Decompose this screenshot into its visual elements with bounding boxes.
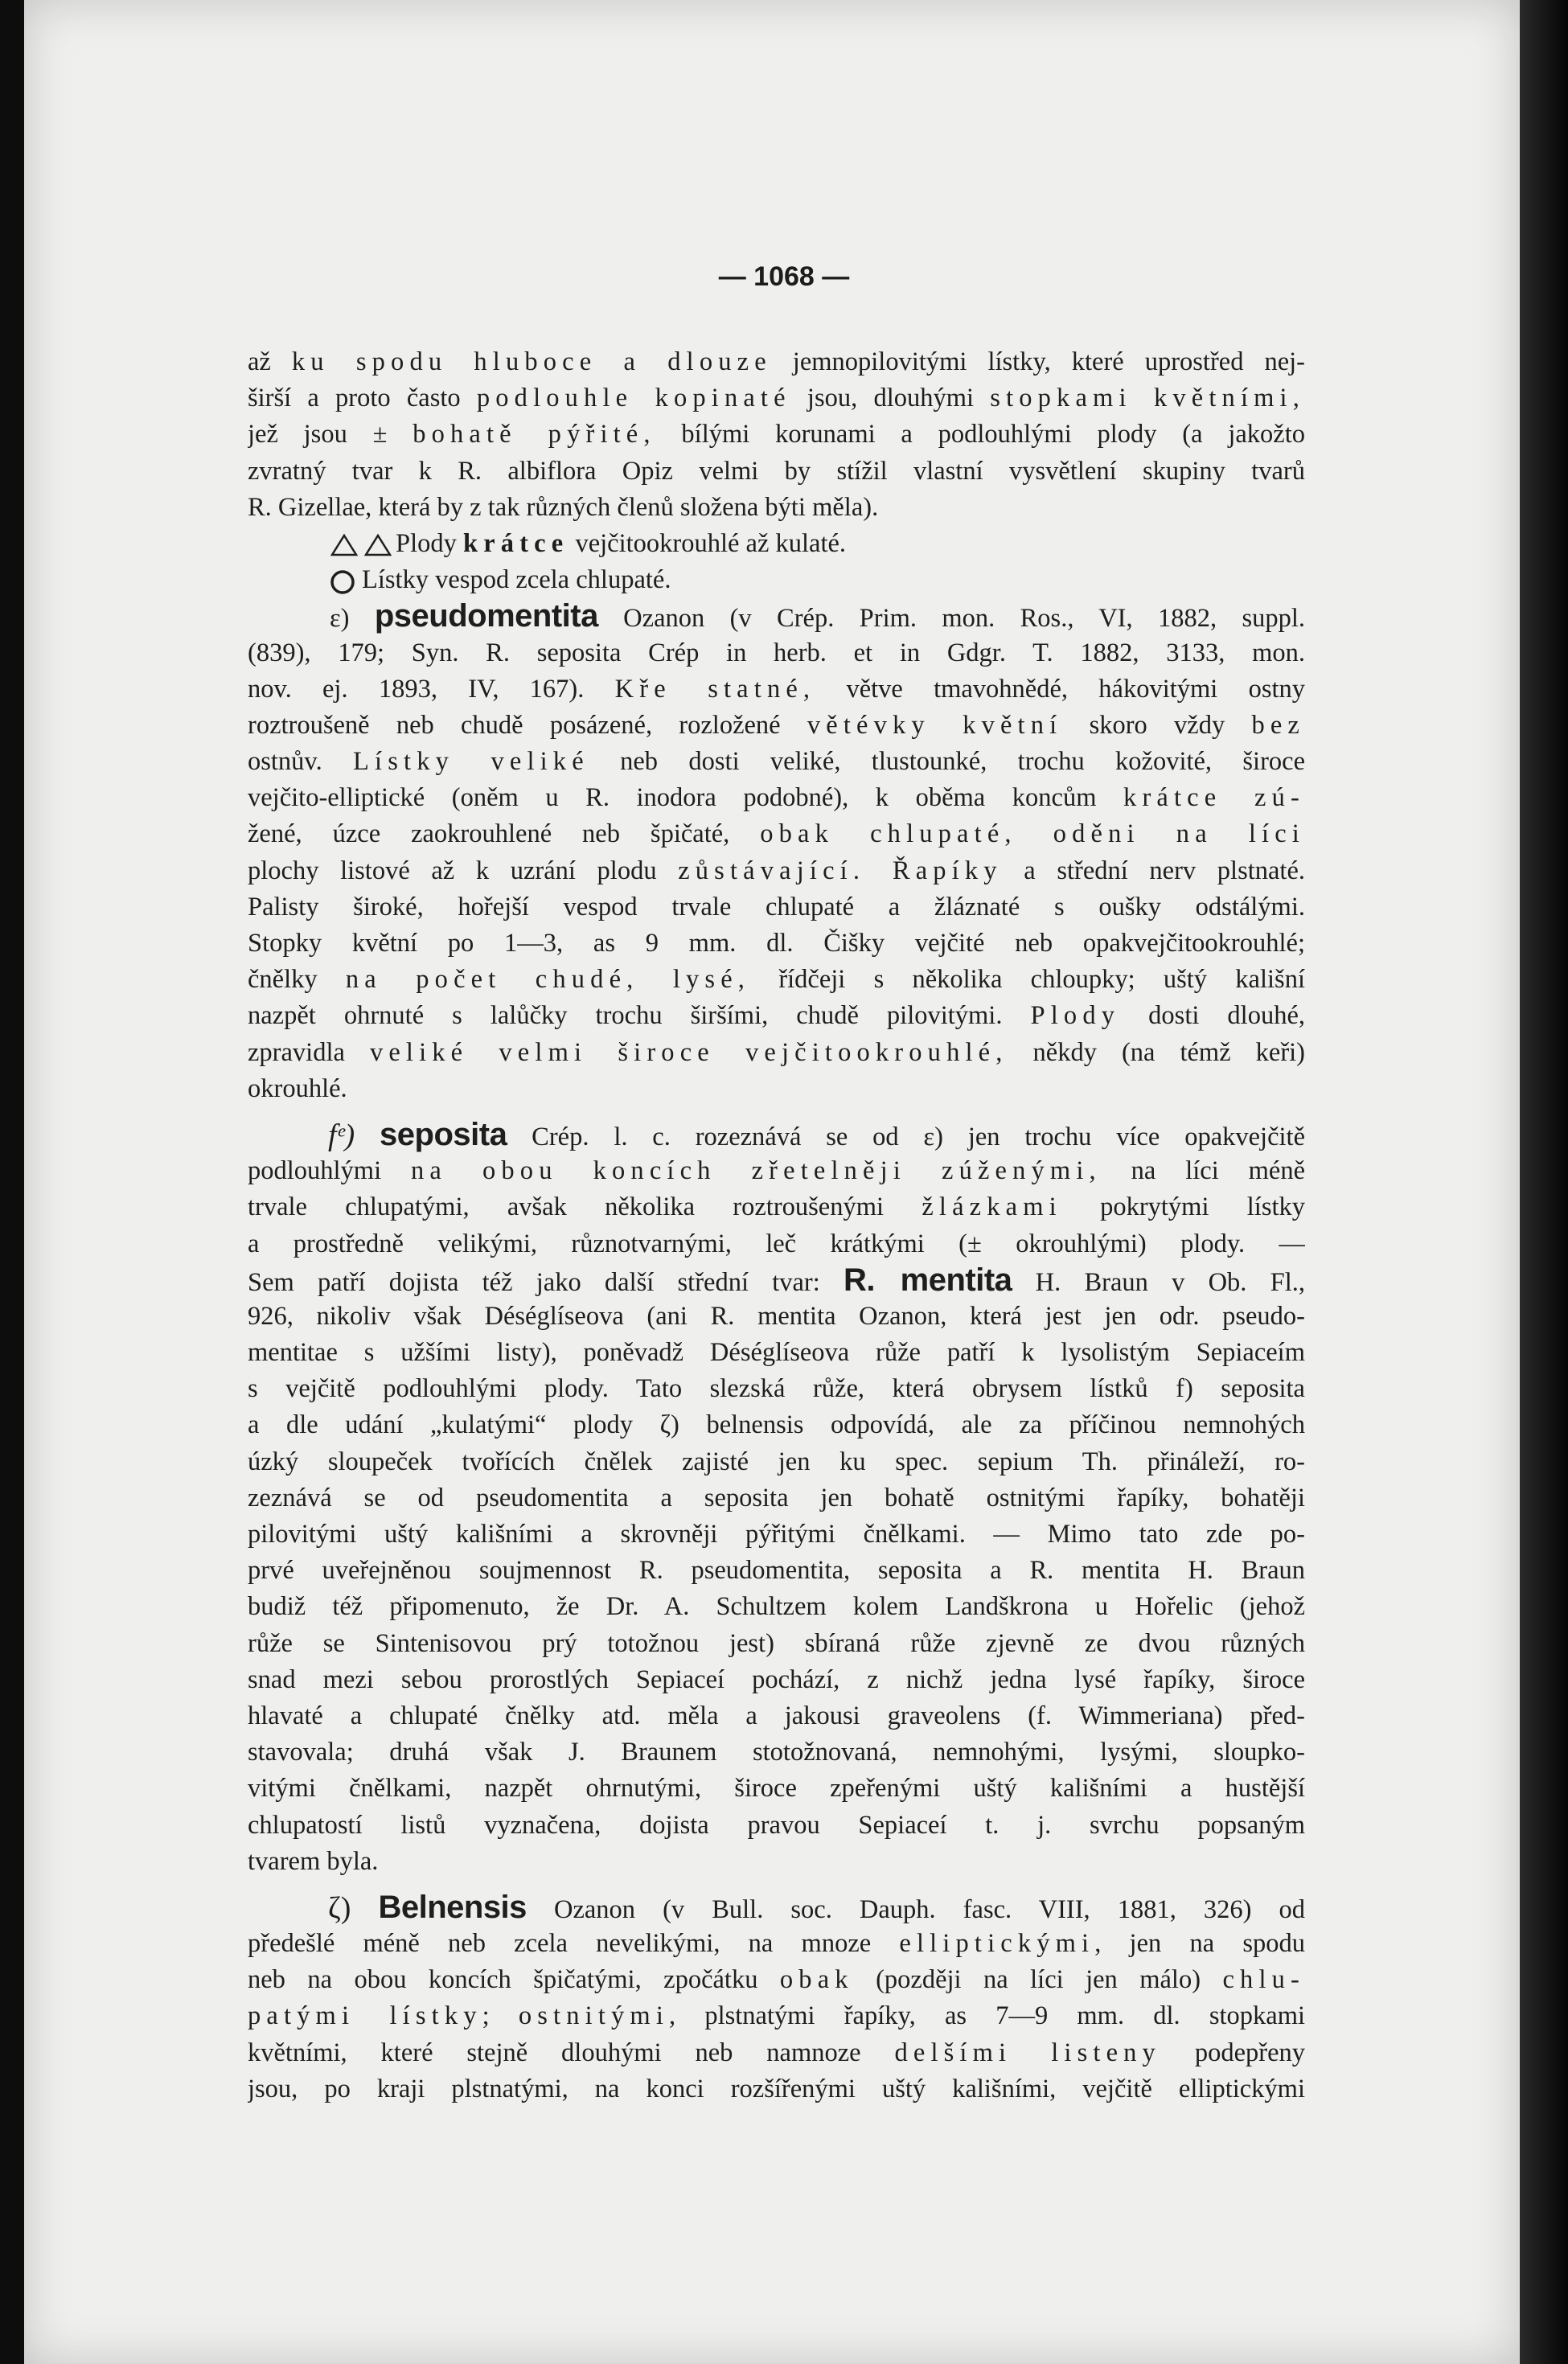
text-line: chlupatostí listů vyznačena, dojista pravou Sepiaceí t. j. svrchu popsaným — [248, 1810, 1305, 1840]
text-line: nov. ej. 1893, IV, 167). Kře statné, větve tmavohnědé, hákovitými ostny — [248, 674, 1305, 704]
page-number: — 1068 — — [718, 261, 850, 292]
text-line: Stopky květní po 1—3, as 9 mm. dl. Čišky vejčité neb opakvejčitookrouhlé; — [248, 929, 1305, 958]
text-line: podlouhlými na obou koncích zřetelněji zúženými, na líci méně — [248, 1156, 1305, 1186]
text-line: neb na obou koncích špičatými, zpočátku obak (později na líci jen málo) chlu- — [248, 1965, 1305, 1995]
text-line: roztroušeně neb chudě posázené, rozložené větévky květní skoro vždy bez — [248, 710, 1305, 740]
text-line: pilovitými uštý kališními a skrovněji pýřitými čnělkami. — Mimo tato zde po- — [248, 1520, 1305, 1549]
text-line: čnělky na počet chudé, lysé, řídčeji s několika chloupky; uštý kališní — [248, 965, 1305, 995]
text-line: až ku spodu hluboce a dlouze jemnopilovitými lístky, které uprostřed nej- — [248, 347, 1305, 376]
text-line: jež jsou ± bohatě pýřité, bílými korunami a podlouhlými plody (a jakožto — [248, 420, 1305, 449]
text-line: R. Gizellae, která by z tak různých členů složena býti měla). — [248, 492, 879, 522]
text-line: (839), 179; Syn. R. seposita Crép in herb. et in Gdgr. T. 1882, 3133, mon. — [248, 638, 1305, 667]
text-line: s vejčitě podlouhlými plody. Tato slezská růže, která obrysem lístků f) seposita — [248, 1374, 1305, 1404]
text-line: snad mezi sebou prorostlých Sepiaceí pochází, z nichž jedna lysé řapíky, široce — [248, 1664, 1305, 1694]
text-line: vejčito-elliptické (oněm u R. inodora podobné), k oběma koncům krátce zú- — [248, 783, 1305, 813]
text-line: Sem patří dojista též jako další střední tvar: R. mentita H. Braun v Ob. Fl., — [248, 1262, 1305, 1298]
text-line: a dle udání „kulatými“ plody ζ) belnensis odpovídá, ale za příčinou nemnohých — [248, 1410, 1305, 1440]
text-line: plochy listové až k uzrání plodu zůstávající. Řapíky a střední nerv plstnaté. — [248, 856, 1305, 885]
text-line: ζ) Belnensis Ozanon (v Bull. soc. Dauph. fasc. VIII, 1881, 326) od — [328, 1889, 1305, 1925]
text-line: vitými čnělkami, nazpět ohrnutými, široce zpeřenými uštý kališními a hustější — [248, 1774, 1305, 1804]
text-line: květními, které stejně dlouhými neb namnoze delšími listeny podepřeny — [248, 2038, 1305, 2067]
text-line: hlavaté a chlupaté čnělky atd. měla a jakousi graveolens (f. Wimmeriana) před- — [248, 1701, 1305, 1730]
text-line: 926, nikoliv však Déséglíseova (ani R. mentita Ozanon, která jest jen odr. pseudo- — [248, 1301, 1305, 1331]
text-line: předešlé méně neb zcela nevelikými, na mnoze elliptickými, jen na spodu — [248, 1929, 1305, 1959]
text-line: stavovala; druhá však J. Braunem stotožnovaná, nemnohými, lysými, sloupko- — [248, 1738, 1305, 1767]
text-line: Plody krátce vejčitookrouhlé až kulaté. — [248, 526, 1305, 562]
double-triangle-icon — [330, 533, 396, 557]
text-line: žené, úzce zaokrouhlené neb špičaté, obak chlupaté, oděni na líci — [248, 819, 1305, 849]
scan-edge — [1520, 0, 1568, 2364]
text-line: ε) pseudomentita Ozanon (v Crép. Prim. mon. Ros., VI, 1882, suppl. — [330, 598, 1305, 634]
text-line: nazpět ohrnuté s lalůčky trochu širšími, chudě pilovitými. Plody dosti dlouhé, — [248, 1001, 1305, 1031]
text-line: mentitae s užšími listy), poněvadž Déséglíseova růže patří k lysolistým Sepiaceím — [248, 1338, 1305, 1368]
text-line: tvarem byla. — [248, 1846, 379, 1876]
text-line: úzký sloupeček tvořících čnělek zajisté jen ku spec. sepium Th. přináleží, ro- — [248, 1447, 1305, 1476]
circle-icon — [330, 569, 362, 595]
text-line: fᵉ) seposita Crép. l. c. rozeznává se od ε) jen trochu více opakvejčitě — [328, 1116, 1305, 1152]
text-line: zpravidla veliké velmi široce vejčitookrouhlé, někdy (na témž keři) — [248, 1037, 1305, 1067]
text-line: patými lístky; ostnitými, plstnatými řapíky, as 7—9 mm. dl. stopkami — [248, 2001, 1305, 2031]
text-line: budiž též připomenuto, že Dr. A. Schultzem kolem Landškrona u Hořelic (jehož — [248, 1592, 1305, 1622]
text-line: prvé uveřejněnou soujmennost R. pseudomentita, seposita a R. mentita H. Braun — [248, 1556, 1305, 1586]
text-line: Lístky vespod zcela chlupaté. — [248, 562, 1305, 598]
text-line: ostnův. Lístky veliké neb dosti veliké, tlustounké, trochu kožovité, široce — [248, 747, 1305, 777]
text-line: růže se Sintenisovou prý totožnou jest) sbíraná růže zjevně ze dvou různých — [248, 1628, 1305, 1658]
text-line: trvale chlupatými, avšak několika roztroušenými žlázkami pokrytými lístky — [248, 1192, 1305, 1222]
page-text — [248, 344, 1305, 2107]
text-line: okrouhlé. — [248, 1073, 347, 1103]
text-line: a prostředně velikými, různotvarnými, leč krátkými (± okrouhlými) plody. — — [248, 1229, 1305, 1258]
text-line: širší a proto často podlouhle kopinaté jsou, dlouhými stopkami květními, — [248, 384, 1305, 413]
text-line: Palisty široké, hořejší vespod trvale chlupaté a žláznaté s oušky odstálými. — [248, 892, 1305, 921]
text-line: zeznává se od pseudomentita a seposita jen bohatě ostnitými řapíky, bohatěji — [248, 1483, 1305, 1512]
text-line: jsou, po kraji plstnatými, na konci rozšířenými uštý kališními, vejčitě elliptickými — [248, 2074, 1305, 2103]
text-line: zvratný tvar k R. albiflora Opiz velmi by stížil vlastní vysvětlení skupiny tvarů — [248, 456, 1305, 486]
